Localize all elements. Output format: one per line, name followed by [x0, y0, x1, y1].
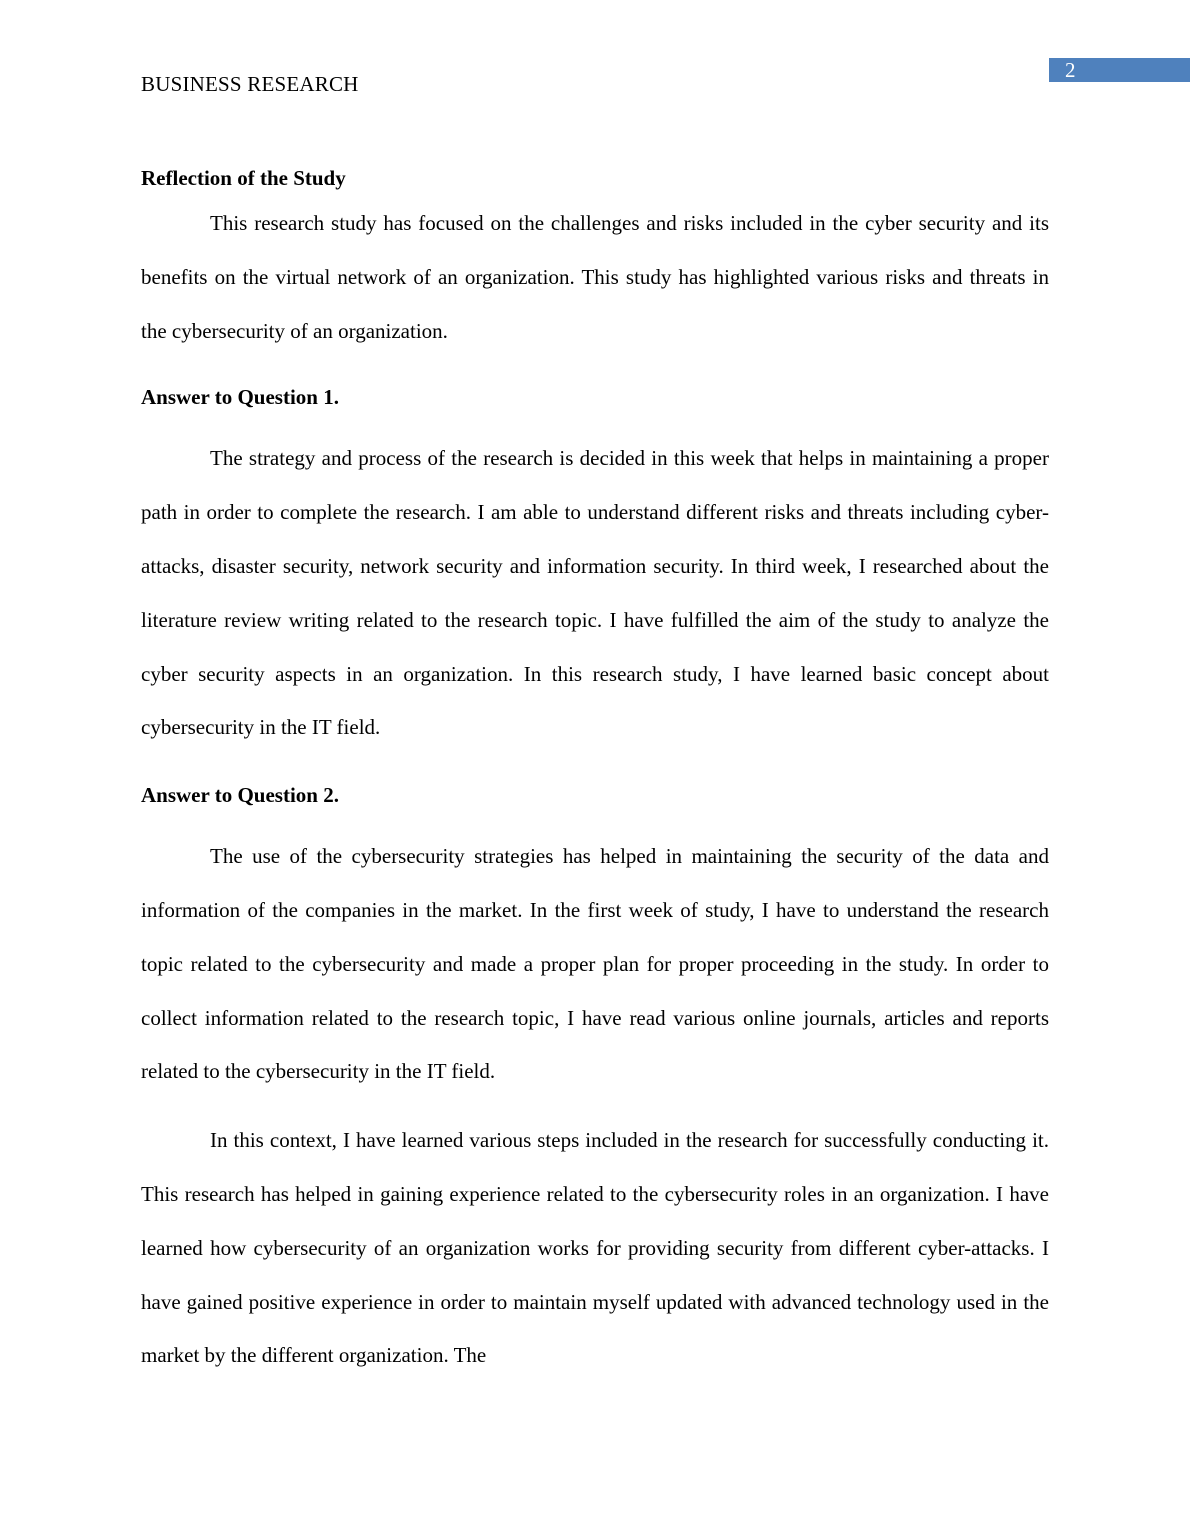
- document-body: [141, 161, 1049, 1383]
- paragraph-reflection: This research study has focused on the challenges and risks included in the cyber security and its benefits on the virtual network of an organization. This study has highlighted various risks and threats in the cybersecurity of an organization.: [141, 211, 1049, 343]
- paragraph-question-2-a: The use of the cybersecurity strategies has helped in maintaining the security of the data and information of the companies in the market. In the first week of study, I have to understand the research topic related to the cybersecurity and made a proper plan for proper proceeding in the study. In order to collect information related to the research topic, I have read various online journals, articles and reports related to the cybersecurity in the IT field.: [141, 844, 1049, 1084]
- paragraph-question-2-b: In this context, I have learned various steps included in the research for successfully conducting it. This research has helped in gaining experience related to the cybersecurity roles in an organization. I have learned how cybersecurity of an organization works for providing security from different cyber-attacks. I have gained positive experience in order to maintain myself updated with advanced technology used in the market by the different organization. The: [141, 1128, 1049, 1368]
- section-heading-question-1: Answer to Question 1.: [141, 385, 339, 410]
- running-head: BUSINESS RESEARCH: [141, 72, 359, 96]
- paragraph-question-1: The strategy and process of the research is decided in this week that helps in maintaining a proper path in order to complete the research. I am able to understand different risks and threats including cyber-attacks, disaster security, network security and information security. In third week, I researched about the literature review writing related to the research topic. I have fulfilled the aim of the study to analyze the cyber security aspects in an organization. In this research study, I have learned basic concept about cybersecurity in the IT field.: [141, 446, 1049, 740]
- section-heading-reflection: Reflection of the Study: [141, 166, 346, 190]
- section-heading-question-2: Answer to Question 2.: [141, 783, 339, 808]
- page-number: 2: [1049, 58, 1190, 82]
